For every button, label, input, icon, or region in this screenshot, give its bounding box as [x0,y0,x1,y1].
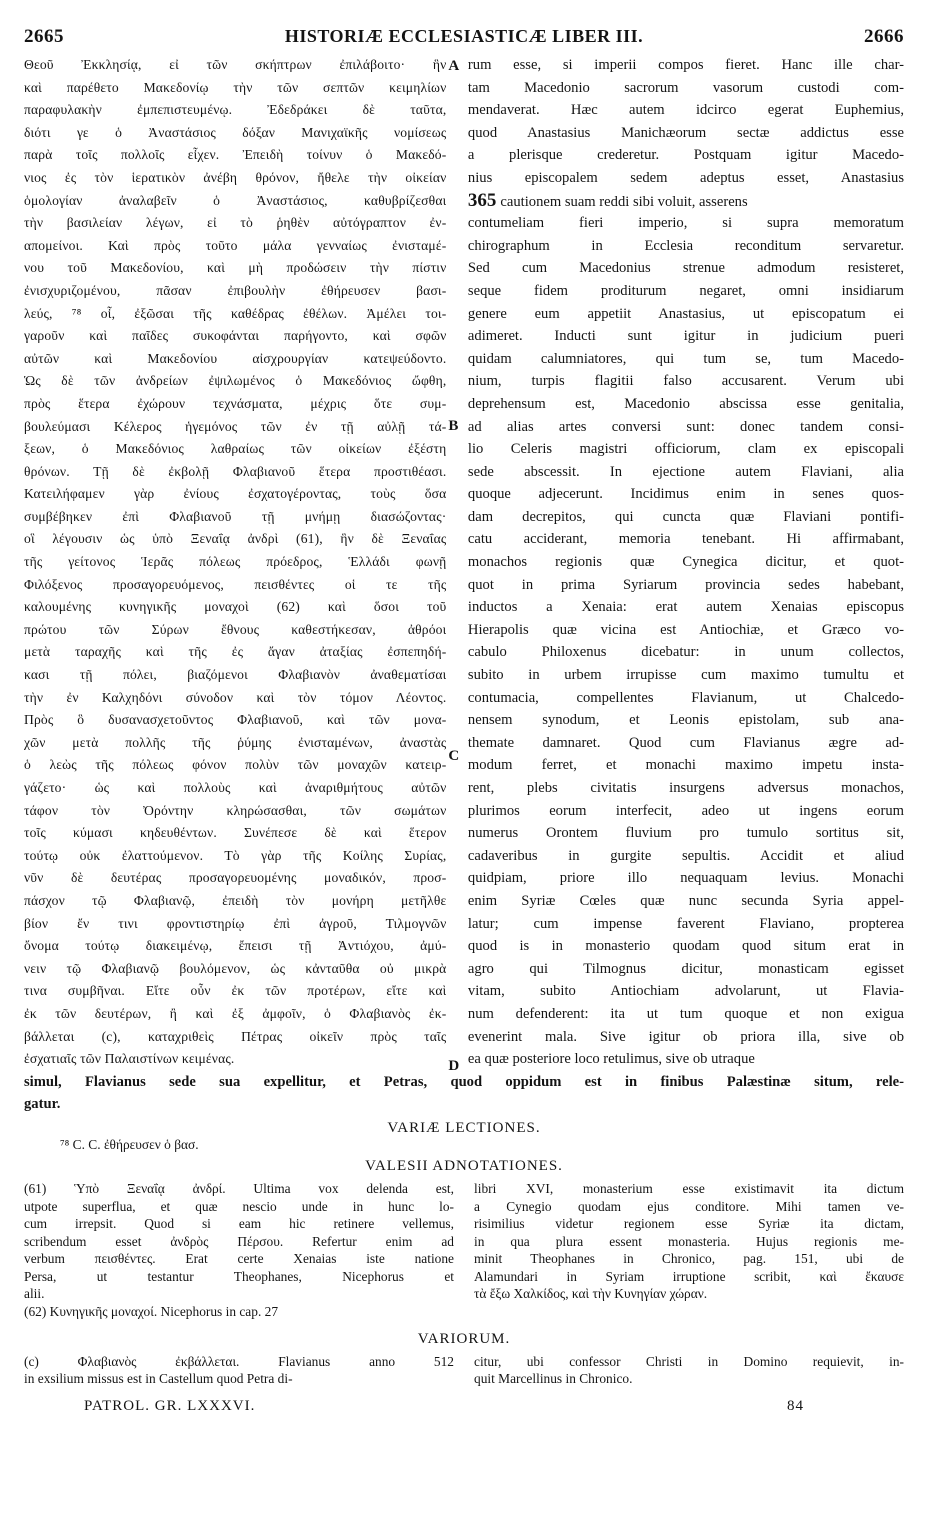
page-footer [24,1398,904,1415]
text-line: deprehensum est, Macedonio abscissa esse genitalia, [467,395,905,412]
text-line: scribendum esset ἀνδρὸς Πέρσου. Refertur enim ad [24,1233,454,1249]
text-line: seque fidem proditurum negaret, omni insidiarum [467,282,905,299]
text-line: quod is in monasterio quodam quod situm erat in [467,938,905,955]
text-line: Alamundari in Syriam irruptione scribit, καὶ ἔκαυσε [474,1268,904,1284]
text-line: πρώτου τῶν Σύρων ἔθνους καθεστήκεσαν, ἀθρόοι [24,621,447,637]
text-line: θρόνων. Τῇ δὲ ἐκβολῇ Φλαβιανοῦ ἕτερα προστιθέασι. [24,463,447,479]
text-line: ἐσχατιαῖς τῶν Παλαιστίνων κειμένας. [24,1051,235,1067]
text-line: nium, turpis flagitii falso accusarent. Verum ubi [467,373,905,390]
column-number-365: 365 [467,189,497,211]
text-line: νῦν δὲ δευτέρας προσαγορευομένης μοναδικόν, προσ- [24,870,447,886]
valesii-right-column [474,1180,904,1321]
footer-volume: PATROL. GR. LXXXVI. [84,1397,256,1414]
valesii-heading: VALESII ADNOTATIONES. [365,1157,563,1174]
variae-lectiones-entry: ⁷⁸ C. C. ἐθήρευσεν ὁ βασ. [60,1136,199,1152]
text-line: quidpiam, priore illo nequaquam levius. Monachi [467,870,905,887]
text-line: Φιλόξενος προσαγορευόμενος, πεισθέντες οἱ τε τῆς [24,576,447,592]
text-line: sede abscessit. In ejectione autem Flaviani, alia [467,463,905,480]
text-line: βουλεύμασι Κέλερος ἡγεμόνος τῶν ἐν τῇ αὐλῇ τά- [24,418,447,434]
text-line: citur, ubi confessor Christi in Domino requievit, in- [474,1353,904,1369]
text-line: rum esse, si imperii compos fieret. Hanc ille char- [467,57,905,73]
variae-lectiones-heading: VARIÆ LECTIONES. [387,1119,541,1136]
text-line: συμβέβηκεν ἐπὶ Φλαβιανοῦ τῇ μνήμῃ διασώζοντας· [24,508,447,524]
text-line: χῶν μετὰ πολλῆς τῆς ῥύμης ἐνισταμένων, ἀναστὰς [24,734,447,750]
text-line: quod Anastasius Manichæorum sectæ addictus esse [467,124,905,141]
main-text [24,54,905,1074]
text-line: τὴν βασιλείαν λέγων, εἰ τὸ ῥηθὲν αὐτόγραπτον ἐν- [24,215,447,231]
variorum-heading: VARIORUM. [417,1330,511,1347]
text-line: verbum πεισθέντες. Erat certe Xenaias iste natione [24,1251,454,1267]
text-line: ὁμολογίαν ἀναλαβεῖν ὁ Ἀναστάσιος, καθυβρίζεσθαι [24,192,447,208]
text-line: agro qui Tilmognus dicitur, monasticam egisset [467,960,905,977]
text-line: cabulo Philoxenus dicebatur: in unum collectos, [467,644,905,661]
text-line: quoque adjecerunt. Incidimus enim in senes quos- [467,486,905,503]
text-line: quidam calumniatores, qui tum se, tum Macedo- [467,350,905,367]
text-line: minit Theophanes in Chronico, pag. 151, ubi de [474,1251,904,1267]
text-line: οἳ λέγουσιν ὡς ὑπὸ Ξεναΐᾳ ἀνδρὶ (61), ἣν δὲ Ξεναΐας [24,531,447,547]
text-line: λεύς, ⁷⁸ οἷ, ἐξῶσαι τῆς καθέδρας ἐθέλων. Ἀμέλει τοι- [24,305,447,321]
text-line: απομείνοι. Καὶ πρὸς τοῦτο μάλα γενναίως ἐνισταμέ- [24,237,447,253]
text-line: contumeliam fieri imperio, si supra memoratum [467,215,905,232]
text-line: (61) Ὑπὸ Ξεναΐᾳ ἀνδρί. Ultima vox delenda est, [24,1180,454,1196]
text-line: vitam, subito Antiochiam advolarunt, ut Flavia- [467,983,905,1000]
text-line: ea quæ posteriore loco retulimus, sive ob utraque [467,1051,755,1068]
left-column-number: 2665 [24,26,64,47]
text-line: numerus Orontem fluvium pro tumulo sortitus sit, [467,825,905,842]
text-line: plurimos eorum interfecit, adeo ut ingens eorum [467,802,905,819]
text-line: βίον ἔν τινι φροντιστηρίῳ ἐπὶ ἀγροῦ, Τιλμογνῶν [24,915,447,931]
text-line: alii. [24,1286,45,1302]
text-line: Persa, ut testantur Theophanes, Nicephorus et [24,1268,454,1284]
text-line: chirographum in Ecclesia reconditum servaretur. [467,237,905,254]
text-line: Ὡς δὲ τῶν ἀνδρείων ἐψιλωμένος ὁ Μακεδόνιος ὤφθη, [24,373,447,389]
running-header [24,26,904,50]
text-line: Πρὸς ὃ δυσανασχετοῦντος Φλαβιανοῦ, καὶ τῶν μονα- [24,712,447,728]
text-line: Κατειλήφαμεν γὰρ ἐνίους ἐσχατογέροντας, τοὺς ὅσα [24,486,447,502]
valesii-left-column [24,1180,454,1321]
text-line: καὶ παρέθετο Μακεδονίῳ τὴν τῶν σεπτῶν κειμηλίων [24,79,447,95]
continuation-line: simul, Flavianus sede sua expellitur, et Petras, quod oppidum est in finibus Palæstinæ situm, rele- [24,1073,904,1090]
text-line: τινα συμβῆναι. Εἴτε οὖν ἐκ τῶν προτέρων, εἴτε καὶ [24,983,447,999]
text-line: καλουμένης κυνηγικῆς μοναχοὶ (62) καὶ ὅσοι τοῦ [24,599,447,615]
text-line: πρὸς ἕτερα ἐχώρουν τεχνάσματα, μέχρις ὅτε συμ- [24,395,447,411]
text-line: evenerint mala. Sive igitur ob priora illa, sive ob [467,1028,905,1045]
text-line: παραφυλακὴν ἐμπεπιστευμένῳ. Ἐδεδράκει δὲ ταῦτα, [24,102,447,118]
text-line: ὁ λεὼς τῆς πόλεως φόνον πολὺν τῶν μοναχῶν κατειρ- [24,757,447,773]
running-title: HISTORIÆ ECCLESIASTICÆ LIBER III. [284,26,644,46]
text-line: τάφον τὸν Ὀρόντην κληρώσασθαι, τῶν σωμάτων [24,802,447,818]
text-line: utpote superflua, et quæ nescio unde in hunc lo- [24,1198,454,1214]
variorum-notes [24,1353,904,1388]
text-line: catu acciderant, memoria tenebant. Hi affirmabant, [467,531,905,548]
text-line: inductos a Xenaia: erat autem Xenaias episcopus [467,599,905,616]
footer-signature: 84 [787,1397,804,1414]
text-line: νειν τῷ Φλαβιανῷ βουλόμενον, ὡς κἀνταῦθα οὐ μικρὰ [24,960,447,976]
text-line: a Cynegio quodam ejus conditore. Mihi tamen ve- [474,1198,904,1214]
text-line: μετὰ ταραχῆς καὶ τῆς ἐς ἄγαν ἀταξίας ἐσπεπηδή- [24,644,447,660]
text-line: διότι γε ὁ Ἀναστάσιος δόξαν Μανιχαϊκῆς νομίσεως [24,124,447,140]
text-line: in qua plura essent monasteria. Hujus regionis me- [474,1233,904,1249]
text-line: enim Syriæ Cœles quæ nunc secunda Syria appel- [467,892,905,909]
text-line: ὄνομα τούτῳ διακειμένῳ, ἔπεισι τῇ Ἀντιόχου, ἀμύ- [24,938,447,954]
continuation-line: gatur. [24,1096,61,1113]
valesii-notes [24,1180,904,1321]
text-line: (62) Κυνηγικῆς μοναχοί. Nicephorus in cap. 27 [24,1304,279,1320]
text-line: genere eum appetiit Anastasius, ut episcopatum ei [467,305,905,322]
text-line: latur; cum impense faverent Flaviano, propterea [467,915,905,932]
latin-text-column [468,54,904,1071]
text-line: γάζετο· ὡς καὶ πολλοὺς καὶ ἀναριθμήτους αὐτῶν [24,780,447,795]
greek-text-column [24,54,446,1071]
text-line: τὴν ἐν Καλχηδόνι σύνοδον καὶ τὸν τόμον Λέοντος. [24,689,447,705]
text-line: νου τοῦ Μακεδονίου, καὶ μὴ προδώσειν τὴν πίστιν [24,260,447,276]
text-line: contumacia, compellentes Flavianum, ut Chalcedo- [467,689,905,706]
text-line: νιος ἐς τὸν ἱερατικὸν ἀνέβη θρόνον, ἤθελε τὴν οἰκείαν [24,169,447,185]
text-line: τὰ ἔξω Χαλκίδος, καὶ τὴν Κυνηγίαν χώραν. [474,1286,708,1302]
text-line: mendaverat. Hæc autem idcirco egerat Euphemius, [467,102,905,119]
text-line: Θεοῦ Ἐκκλησίᾳ, εἰ τῶν σκήπτρων ἐπιλάβοιτο· ἣν [24,57,447,72]
text-line: κασι τῇ πόλει, βιαζόμενοι Φλαβιανὸν ἀναθεματίσαι [24,667,447,683]
text-line: ἐκ τῶν δευτέρων, ἢ καὶ ἐξ ἀμφοῖν, ὁ Φλαβιανὸς ἐκ- [24,1005,447,1021]
margin-letter-d: D [448,1058,460,1074]
text-line: Hierapolis quæ vicina est Antiochiæ, et Græco vo- [467,621,905,638]
text-line: subito in urbem irrupisse cum maximo tumultu et [467,667,905,684]
text-line: τούτῳ οὐκ ἐλαττούμενον. Τὸ γὰρ τῆς Κοίλης Συρίας, [24,847,447,863]
text-line: tam Macedonio sacrorum vasorum custodi com- [467,79,905,96]
text-line: ξεων, ὁ Μακεδόνιος λαθραίως τῶν οἰκείων ἐξέστη [24,441,447,457]
text-line: cadaveribus in gurgite sepultis. Accidit et aliud [467,847,905,864]
text-line: quot in prima Syriarum provincia sedes habebant, [467,576,905,593]
text-line: dam decrepitos, qui cuncta quæ Flaviani pontifi- [467,508,905,525]
text-line: rent, plebs civitatis insurgens adversus monachos, [467,780,905,796]
text-line: αὐτῶν καὶ Μακεδονίου αἰσχρουργίαν κατεψεύδοντο. [24,350,447,366]
text-line: ad alias artes conversi sunt: donec tandem consi- [467,418,905,435]
text-line: ἐνισχυριζομένου, πᾶσαν ἐπιβουλὴν ἐθήρευσεν βασι- [24,282,447,298]
text-line: cautionem suam reddi sibi voluit, asserens [500,193,748,210]
text-line: Sed cum Macedonius strenue admodum resisteret, [467,260,905,277]
text-line: libri XVI, monasterium esse existimavit ita dictum [474,1180,904,1196]
text-line: modum ferret, et monachi maximo impetu insta- [467,757,905,774]
right-column-number: 2666 [863,26,904,47]
margin-letter-a: A [448,58,460,74]
text-line: themate damnaret. Quod cum Flavianus ægre ad- [467,734,905,751]
continuation-text [24,1071,904,1116]
text-line: τῆς γείτονος Ἱερᾶς πόλεως πρόεδρος, Ἑλλάδι φωνῇ [24,554,447,570]
text-line: (c) Φλαβιανὸς ἐκβάλλεται. Flavianus anno 512 [24,1353,454,1369]
text-line: adimeret. Inducti sunt igitur in judicium pueri [467,328,905,345]
margin-letter-c: C [448,748,460,764]
text-line: lio Celeris magistri officiorum, clam ex episcopali [467,441,905,458]
text-line: βάλλεται (c), καταχριθεὶς Πέτρας οἰκεῖν πρὸς ταῖς [24,1028,447,1044]
text-line: a plerisque crederetur. Postquam igitur Macedo- [467,147,905,164]
variorum-right-column [474,1353,904,1388]
text-line: quit Marcellinus in Chronico. [474,1371,633,1387]
text-line: γαροῦν καὶ παῖδες συκοφάνται παρήγοντο, καὶ σφῶν [24,328,447,344]
text-line: monachos regionis quæ Cynegica dicitur, et quot- [467,554,905,571]
text-line: nius episcopalem sedem adeptus esset, Anastasius [467,169,905,186]
text-line: τοῖς κύμασι κηδευθέντων. Συνέπεσε δὲ καὶ ἕτερον [24,825,447,841]
variorum-left-column [24,1353,454,1388]
margin-letter-b: B [448,418,459,434]
text-line: num defenderent: ita ut tum quoque et non exigua [467,1005,905,1022]
text-line: nensem synodum, et Leonis epistolam, sub ana- [467,712,905,729]
text-line: cum irrepsit. Quod si eam hic retinere vellemus, [24,1216,454,1232]
text-line: in exsilium missus est in Castellum quod Petra di- [24,1371,293,1387]
text-line-with-number [468,190,904,213]
text-line: παρὰ τοῖς πολλοῖς εἶχεν. Ἐπειδὴ τοίνυν ὁ Μακεδό- [24,147,447,163]
text-line: risimilius videtur regionem esse Syriæ ita dictam, [474,1216,904,1232]
text-line: πάσχον τῷ Φλαβιανῷ, ἐπειδὴ τὸν μονήρη μετῆλθε [24,892,447,908]
margin-letters [446,54,468,1074]
